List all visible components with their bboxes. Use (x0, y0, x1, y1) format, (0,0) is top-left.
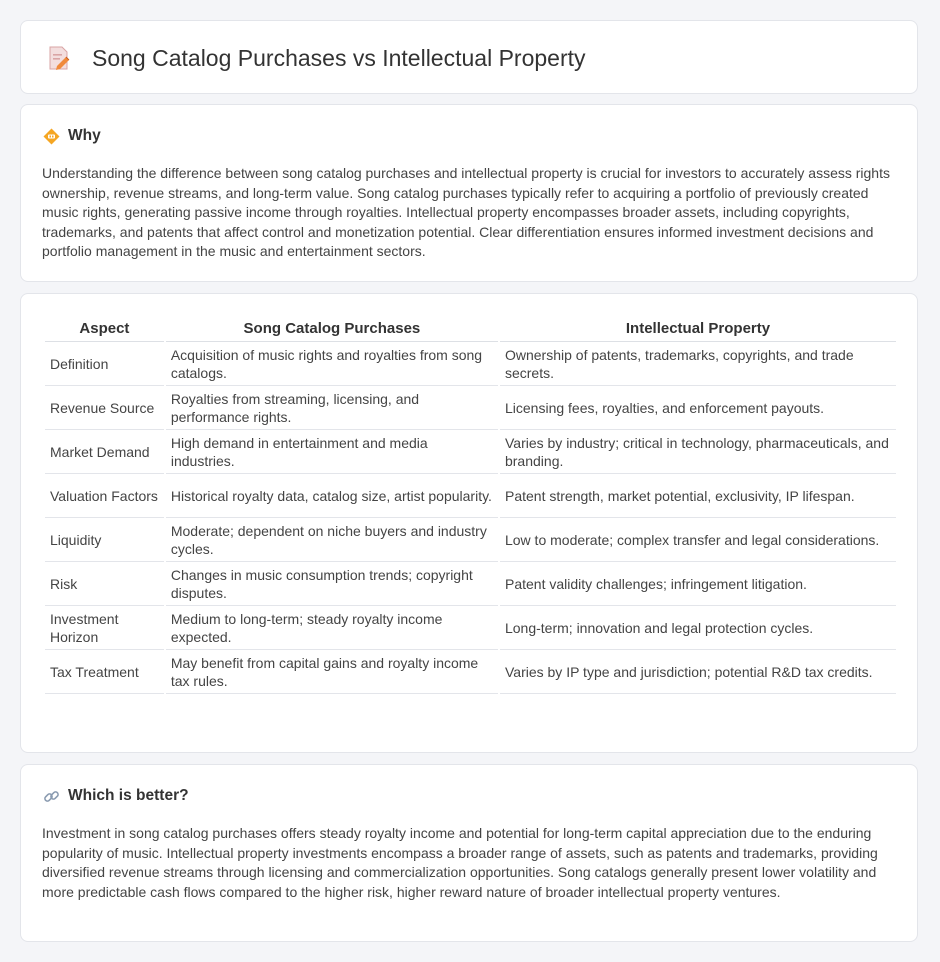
comparison-section (20, 293, 918, 753)
aspect-cell: Market Demand (45, 430, 164, 474)
intellectual-property-cell: Patent validity challenges; infringement litigation. (500, 562, 896, 606)
intellectual-property-cell: Varies by IP type and jurisdiction; potential R&D tax credits. (500, 650, 896, 694)
table-header-row (45, 315, 896, 342)
table-row (45, 606, 896, 650)
link-icon (43, 788, 60, 805)
page-title: Song Catalog Purchases vs Intellectual Property (92, 45, 586, 71)
intellectual-property-cell: Low to moderate; complex transfer and legal considerations. (500, 518, 896, 562)
why-heading (43, 127, 101, 145)
table-row (45, 518, 896, 562)
pencil-document-icon (47, 45, 71, 71)
song-catalog-cell: Acquisition of music rights and royalties from song catalogs. (166, 342, 498, 386)
diamond-sign-icon (43, 128, 60, 145)
song-catalog-cell: Moderate; dependent on niche buyers and industry cycles. (166, 518, 498, 562)
comparison-table (43, 315, 898, 694)
song-catalog-cell: May benefit from capital gains and royalty income tax rules. (166, 650, 498, 694)
aspect-cell: Revenue Source (45, 386, 164, 430)
intellectual-property-cell: Ownership of patents, trademarks, copyrights, and trade secrets. (500, 342, 896, 386)
aspect-cell: Risk (45, 562, 164, 606)
aspect-cell: Valuation Factors (45, 474, 164, 518)
why-text: Understanding the difference between song catalog purchases and intellectual property is crucial for investors to accurately assess rights ownership, revenue streams, and long-term value. Song catalog purchases typically refer to acquiring a portfolio of previously created music rights, generating passive income through royalties. Intellectual property encompasses broader assets, including copyrights, trademarks, and patents that affect control and monetization potential. Clear differentiation ensures informed investment decisions and portfolio management in the music and entertainment sectors. (42, 165, 890, 260)
table-row (45, 342, 896, 386)
aspect-cell: Definition (45, 342, 164, 386)
song-catalog-cell: Changes in music consumption trends; copyright disputes. (166, 562, 498, 606)
aspect-cell: Investment Horizon (45, 606, 164, 650)
intellectual-property-cell: Varies by industry; critical in technology, pharmaceuticals, and branding. (500, 430, 896, 474)
aspect-cell: Liquidity (45, 518, 164, 562)
which-is-better-section (20, 764, 918, 942)
song-catalog-cell: Historical royalty data, catalog size, artist popularity. (166, 474, 498, 518)
table-row (45, 562, 896, 606)
table-row (45, 386, 896, 430)
column-header-song-catalog: Song Catalog Purchases (166, 315, 498, 342)
header-card (20, 20, 918, 94)
song-catalog-cell: High demand in entertainment and media industries. (166, 430, 498, 474)
why-section (20, 104, 918, 282)
better-heading (43, 787, 189, 805)
table-row (45, 430, 896, 474)
intellectual-property-cell: Long-term; innovation and legal protection cycles. (500, 606, 896, 650)
why-title: Why (68, 127, 101, 144)
aspect-cell: Tax Treatment (45, 650, 164, 694)
song-catalog-cell: Medium to long-term; steady royalty income expected. (166, 606, 498, 650)
song-catalog-cell: Royalties from streaming, licensing, and performance rights. (166, 386, 498, 430)
table-row (45, 474, 896, 518)
intellectual-property-cell: Licensing fees, royalties, and enforcement payouts. (500, 386, 896, 430)
table-row (45, 650, 896, 694)
column-header-intellectual-property: Intellectual Property (500, 315, 896, 342)
column-header-aspect: Aspect (45, 315, 164, 342)
better-text: Investment in song catalog purchases offers steady royalty income and potential for long-term capital appreciation due to the enduring popularity of music. Intellectual property investments encompass a broader range of assets, such as patents and trademarks, providing diversified revenue streams through licensing and commercialization opportunities. Song catalogs generally present lower volatility and more predictable cash flows compared to the higher risk, higher reward nature of broader intellectual property ventures. (42, 825, 878, 900)
better-title: Which is better? (68, 787, 189, 804)
intellectual-property-cell: Patent strength, market potential, exclusivity, IP lifespan. (500, 474, 896, 518)
